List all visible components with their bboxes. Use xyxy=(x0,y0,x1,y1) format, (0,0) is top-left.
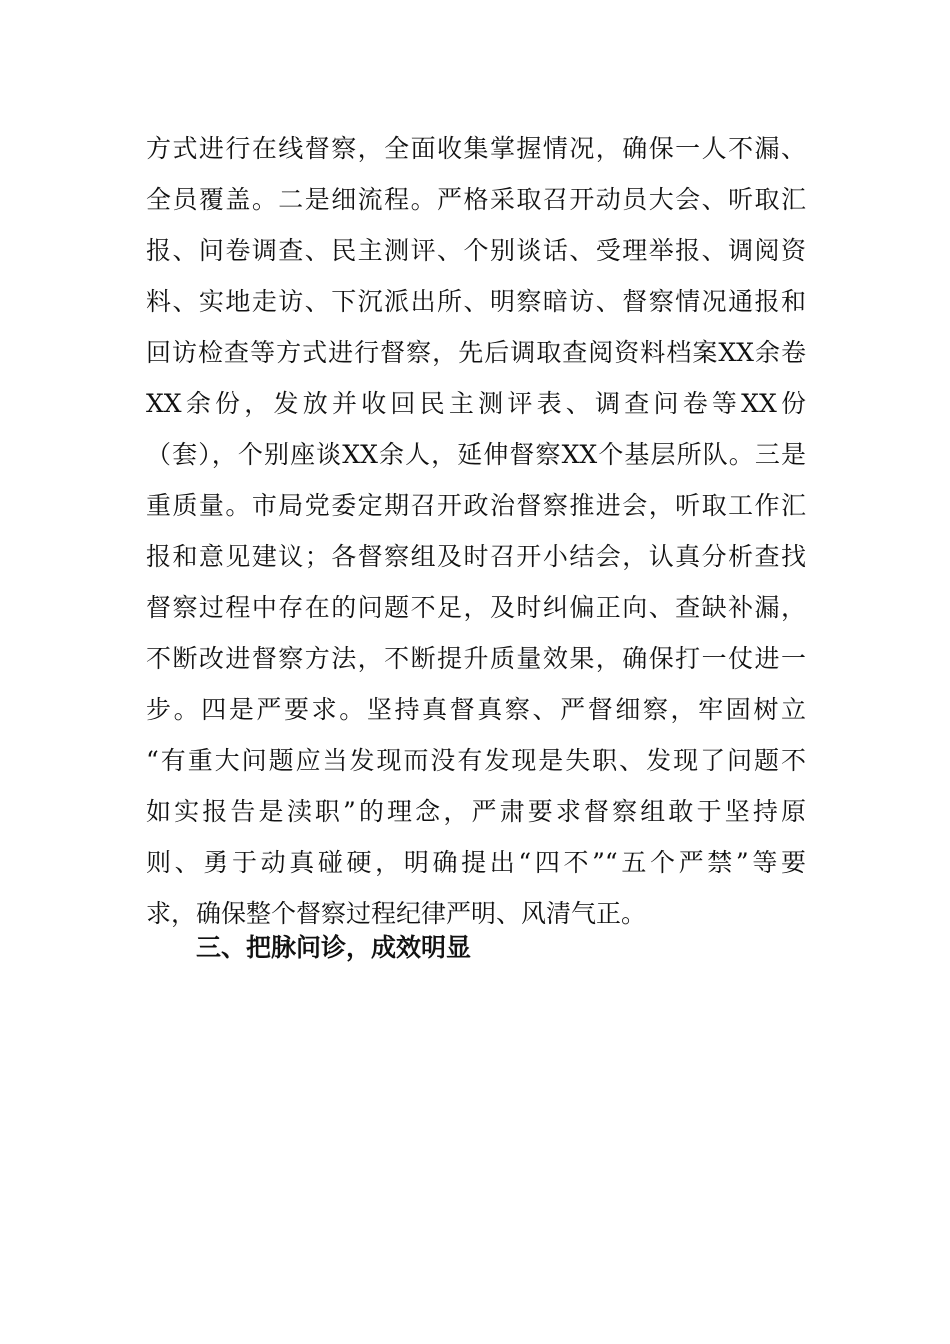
section-heading: 三、把脉问诊，成效明显 xyxy=(196,933,472,962)
paragraph-line: XX余份，发放并收回民主测评表、调查问卷等XX份 xyxy=(146,389,806,418)
paragraph-line: 重质量。市局党委定期召开政治督察推进会，听取工作汇 xyxy=(146,491,806,520)
paragraph-line: 如实报告是渎职”的理念，严肃要求督察组敢于坚持原 xyxy=(146,797,806,826)
paragraph-line: 则、勇于动真碰硬，明确提出“四不”“五个严禁”等要 xyxy=(146,848,806,877)
paragraph-line: 步。四是严要求。坚持真督真察、严督细察，牢固树立 xyxy=(146,695,806,724)
paragraph-line: 料、实地走访、下沉派出所、明察暗访、督察情况通报和 xyxy=(146,287,806,316)
body-paragraph xyxy=(146,123,806,939)
paragraph-line: 全员覆盖。二是细流程。严格采取召开动员大会、听取汇 xyxy=(146,185,806,214)
paragraph-line: 方式进行在线督察，全面收集掌握情况，确保一人不漏、 xyxy=(146,134,806,163)
paragraph-line: 回访检查等方式进行督察，先后调取查阅资料档案XX余卷 xyxy=(146,338,806,367)
paragraph-line: 求，确保整个督察过程纪律严明、风清气正。 xyxy=(146,899,647,928)
paragraph-line: （套），个别座谈XX余人，延伸督察XX个基层所队。三是 xyxy=(146,440,806,469)
paragraph-line: 报、问卷调查、民主测评、个别谈话、受理举报、调阅资 xyxy=(146,236,806,265)
paragraph-line: 报和意见建议；各督察组及时召开小结会，认真分析查找 xyxy=(146,542,806,571)
paragraph-line: 督察过程中存在的问题不足，及时纠偏正向、查缺补漏， xyxy=(146,593,806,622)
paragraph-line: “有重大问题应当发现而没有发现是失职、发现了问题不 xyxy=(146,746,806,775)
paragraph-line: 不断改进督察方法，不断提升质量效果，确保打一仗进一 xyxy=(146,644,806,673)
